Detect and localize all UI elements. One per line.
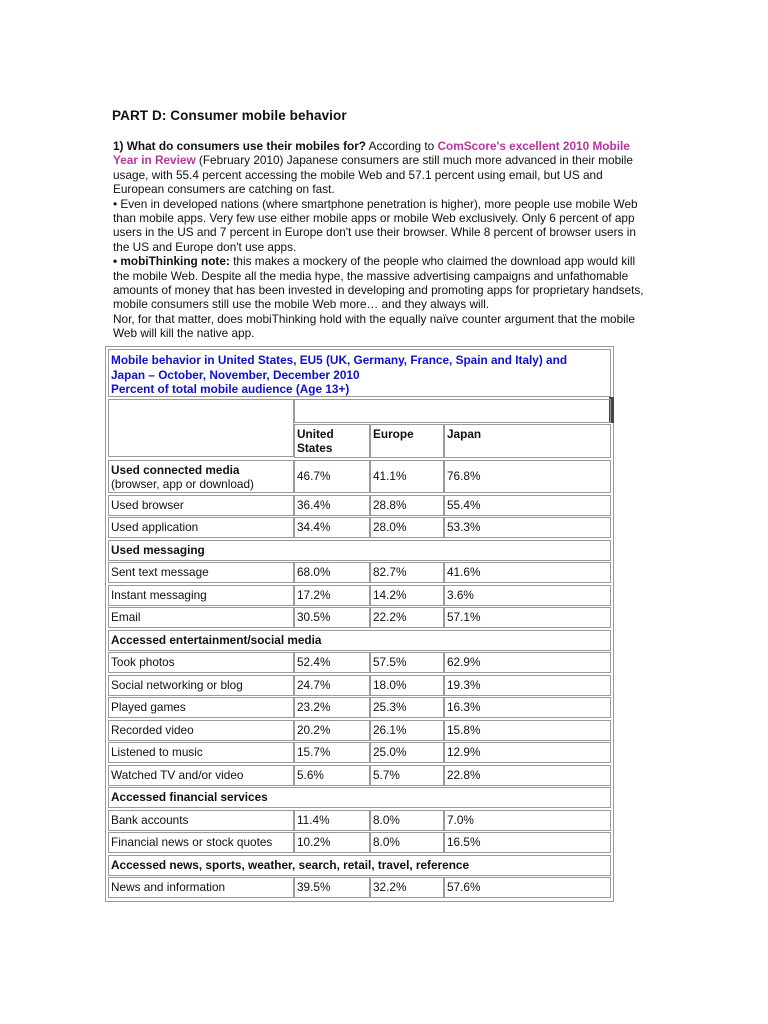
column-header: Europe bbox=[370, 424, 444, 458]
header-spanning-cell bbox=[294, 399, 611, 423]
value-cell: 22.8% bbox=[444, 765, 611, 786]
value-cell: 19.3% bbox=[444, 675, 611, 696]
row-label-text: Used connected media bbox=[111, 463, 240, 477]
value-cell: 7.0% bbox=[444, 810, 611, 831]
value-cell: 57.6% bbox=[444, 877, 611, 898]
value-cell: 3.6% bbox=[444, 585, 611, 606]
row-label bbox=[108, 675, 294, 696]
value-cell: 57.1% bbox=[444, 607, 611, 628]
column-header: Japan bbox=[444, 424, 611, 458]
row-label bbox=[108, 495, 294, 516]
question-paragraph bbox=[113, 139, 653, 197]
value-cell: 14.2% bbox=[370, 585, 444, 606]
value-cell: 52.4% bbox=[294, 652, 370, 673]
row-label bbox=[108, 832, 294, 853]
row-label bbox=[108, 460, 294, 493]
value-cell: 82.7% bbox=[370, 562, 444, 583]
note-label: • mobiThinking note: bbox=[113, 254, 230, 269]
value-cell: 62.9% bbox=[444, 652, 611, 673]
value-cell: 5.7% bbox=[370, 765, 444, 786]
value-cell: 32.2% bbox=[370, 877, 444, 898]
value-cell: 41.1% bbox=[370, 460, 444, 493]
row-label-text: Played games bbox=[111, 700, 186, 714]
bullet-paragraph: • Even in developed nations (where smartphone penetration is higher), more people use mobile Web than mobile apps. Very few use either mobile apps or mobile Web exclusively. Only 6 percent of app users in the US and 7 percent in Europe don't use their browser. While 8 percent of browser users in the US and Europe don't use apps. bbox=[113, 196, 638, 254]
value-cell: 10.2% bbox=[294, 832, 370, 853]
value-cell: 46.7% bbox=[294, 460, 370, 493]
section-header: Accessed financial services bbox=[108, 787, 611, 808]
section-header: Used messaging bbox=[108, 540, 611, 561]
row-label-text: Financial news or stock quotes bbox=[111, 835, 273, 849]
value-cell: 68.0% bbox=[294, 562, 370, 583]
caption-line-3: Percent of total mobile audience (Age 13+) bbox=[111, 382, 350, 396]
value-cell: 25.3% bbox=[370, 697, 444, 718]
value-cell: 39.5% bbox=[294, 877, 370, 898]
row-label bbox=[108, 742, 294, 763]
header-blank-cell bbox=[108, 399, 294, 457]
row-label bbox=[108, 810, 294, 831]
row-label-text: Recorded video bbox=[111, 722, 194, 737]
value-cell: 26.1% bbox=[370, 720, 444, 741]
row-label bbox=[108, 765, 294, 786]
value-cell: 18.0% bbox=[370, 675, 444, 696]
row-label bbox=[108, 720, 294, 741]
value-cell: 76.8% bbox=[444, 460, 611, 493]
closing-paragraph: Nor, for that matter, does mobiThinking hold with the equally naïve counter argument that the mobile Web will kill the native app. bbox=[113, 311, 635, 341]
row-label-text: Bank accounts bbox=[111, 812, 189, 827]
row-label-text: Sent text message bbox=[111, 565, 209, 579]
row-label bbox=[108, 517, 294, 538]
row-sublabel: (browser, app or download) bbox=[111, 477, 254, 492]
value-cell: 41.6% bbox=[444, 562, 611, 583]
row-label-text: Instant messaging bbox=[111, 587, 207, 602]
caption-line-2: Japan – October, November, December 2010 bbox=[111, 367, 360, 382]
value-cell: 36.4% bbox=[294, 495, 370, 516]
section-header: Accessed news, sports, weather, search, retail, travel, reference bbox=[108, 855, 611, 876]
caption-line-1: Mobile behavior in United States, EU5 (UK, Germany, France, Spain and Italy) and bbox=[111, 353, 568, 367]
value-cell: 30.5% bbox=[294, 607, 370, 628]
note-paragraph bbox=[113, 254, 653, 312]
question-text-after: (February 2010) Japanese consumers are still much more advanced in their mobile usage, with 55.4 percent accessing the mobile Web and 57.1 percent using email, but US and European consumers are catching on fast. bbox=[113, 153, 633, 197]
value-cell: 28.0% bbox=[370, 517, 444, 538]
row-label bbox=[108, 607, 294, 628]
value-cell: 57.5% bbox=[370, 652, 444, 673]
row-label-text: News and information bbox=[111, 880, 226, 894]
row-label bbox=[108, 585, 294, 606]
value-cell: 8.0% bbox=[370, 810, 444, 831]
row-label bbox=[108, 652, 294, 673]
value-cell: 17.2% bbox=[294, 585, 370, 606]
question-label: 1) What do consumers use their mobiles for? bbox=[113, 139, 367, 153]
intro-text bbox=[113, 139, 653, 341]
value-cell: 23.2% bbox=[294, 697, 370, 718]
row-label-text: Watched TV and/or video bbox=[111, 767, 244, 782]
value-cell: 20.2% bbox=[294, 720, 370, 741]
note-text: this makes a mockery of the people who claimed the download app would kill the mobile Web. Despite all the media hype, the massive advertising campaigns and unfathomable amounts of money that has been invested in developing and promoting apps for proprietary handsets, mobile consumers still use the mobile Web more… and they always will. bbox=[113, 254, 644, 312]
value-cell: 34.4% bbox=[294, 517, 370, 538]
value-cell: 15.8% bbox=[444, 720, 611, 741]
value-cell: 15.7% bbox=[294, 742, 370, 763]
row-label-text: Social networking or blog bbox=[111, 677, 243, 692]
value-cell: 5.6% bbox=[294, 765, 370, 786]
value-cell: 11.4% bbox=[294, 810, 370, 831]
value-cell: 8.0% bbox=[370, 832, 444, 853]
comscore-link[interactable]: ComScore's excellent 2010 Mobile Year in Review bbox=[113, 139, 630, 168]
question-text-before: According to bbox=[366, 139, 438, 153]
column-header: United States bbox=[294, 424, 370, 458]
value-cell: 22.2% bbox=[370, 607, 444, 628]
value-cell: 16.5% bbox=[444, 832, 611, 853]
row-label bbox=[108, 877, 294, 898]
row-label-text: Listened to music bbox=[111, 745, 203, 759]
value-cell: 25.0% bbox=[370, 742, 444, 763]
value-cell: 12.9% bbox=[444, 742, 611, 763]
value-cell: 53.3% bbox=[444, 517, 611, 538]
value-cell: 24.7% bbox=[294, 675, 370, 696]
row-label-text: Used application bbox=[111, 520, 199, 534]
row-label-text: Used browser bbox=[111, 497, 184, 512]
page-heading: PART D: Consumer mobile behavior bbox=[112, 108, 347, 123]
row-label bbox=[108, 562, 294, 583]
value-cell: 28.8% bbox=[370, 495, 444, 516]
value-cell: 55.4% bbox=[444, 495, 611, 516]
value-cell: 16.3% bbox=[444, 697, 611, 718]
row-label bbox=[108, 697, 294, 718]
row-label-text: Took photos bbox=[111, 655, 175, 669]
row-label-text: Email bbox=[111, 610, 141, 624]
table-caption bbox=[108, 349, 611, 397]
section-header: Accessed entertainment/social media bbox=[108, 630, 611, 651]
